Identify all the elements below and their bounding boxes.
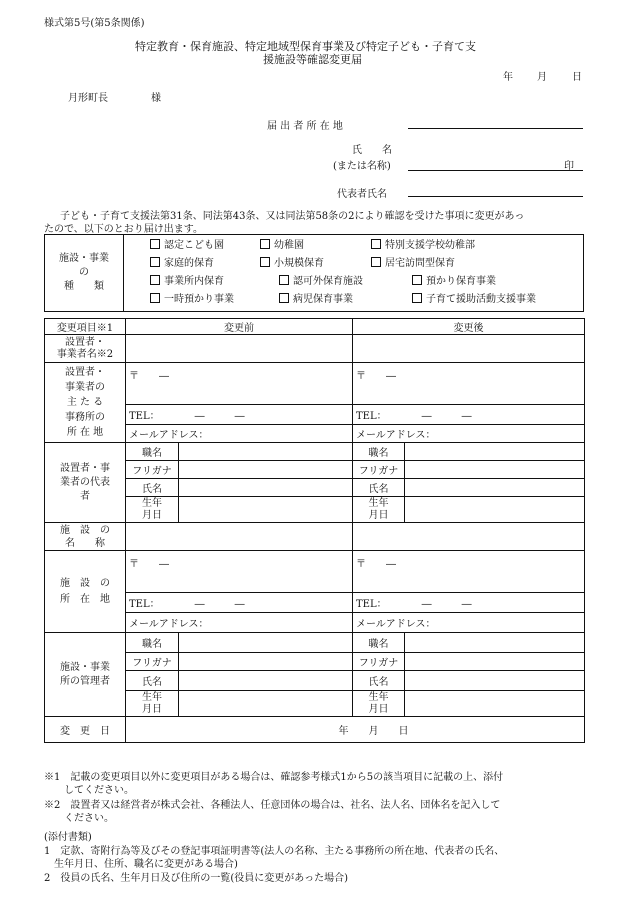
rep-furigana-label-after: フリガナ [353,461,405,479]
rep-furigana-after[interactable] [405,461,585,479]
facility-type-options [124,235,584,312]
mgr-post-before[interactable] [179,633,353,653]
applicant-name-label-sub: (または名称) [333,161,391,172]
option-tokubetsu[interactable]: 特別支援学校幼稚部 [371,237,475,255]
option-azukari[interactable]: 預かり保育事業 [412,273,496,291]
checkbox-icon[interactable] [279,275,289,285]
office-postal-before[interactable]: 〒 ― [126,363,353,405]
facility-type-label: 施設・事業 の 種 類 [45,235,124,312]
change-date-value[interactable]: 年 月 日 [126,717,585,743]
rep-post-label-before: 職名 [126,443,179,461]
rep-furigana-label-before: フリガナ [126,461,179,479]
representative-section-label: 設置者・事 業者の代表 者 [45,443,126,523]
mgr-furigana-after[interactable] [405,653,585,671]
option-youchien[interactable]: 幼稚園 [260,237,304,255]
option-shokibo[interactable]: 小規模保育 [260,255,324,273]
rep-post-before[interactable] [179,443,353,461]
office-mail-before[interactable]: メールアドレス： [126,425,353,443]
facility-mail-before[interactable]: メールアドレス： [126,613,353,633]
option-enjo[interactable]: 子育て援助活動支援事業 [412,291,536,309]
mgr-name-label-after: 氏名 [353,671,405,691]
note-1-line1: ※1 記載の変更項目以外に変更項目がある場合は、確認参考様式1から5の該当項目に記載の上、添付 [44,772,504,783]
rep-name-label-before: 氏名 [126,479,179,497]
mgr-post-label-before: 職名 [126,633,179,653]
mgr-name-before[interactable] [179,671,353,691]
option-kateiteki[interactable]: 家庭的保育 [150,255,214,273]
rep-birth-label-after: 生年 月日 [353,497,405,523]
applicant-name-label: 氏 名 [352,145,392,156]
mgr-birth-before[interactable] [179,691,353,717]
setter-name-label: 設置者・ 事業者名※2 [45,335,126,363]
addressee-honorific: 様 [151,93,161,104]
mgr-furigana-label-after: フリガナ [353,653,405,671]
form-number: 様式第5号(第5条関係) [44,18,145,29]
date-year: 年 [503,72,513,83]
option-jigyoshonai[interactable]: 事業所内保育 [150,273,224,291]
checkbox-icon[interactable] [150,275,160,285]
checkbox-icon[interactable] [371,239,381,249]
note-1-line2: してください。 [44,785,134,796]
office-tel-before[interactable]: TEL： ― ― [126,405,353,425]
applicant-address-line[interactable] [408,128,583,129]
rep-birth-label-before: 生年 月日 [126,497,179,523]
rep-furigana-before[interactable] [179,461,353,479]
mgr-birth-label-before: 生年 月日 [126,691,179,717]
intro-text-line1: 子ども・子育て支援法第31条、同法第43条、又は同法第58条の2により確認を受けた事項に変更があっ [60,211,525,222]
facility-name-before[interactable] [126,523,353,551]
header-before: 変更前 [126,319,353,335]
facility-name-label: 施 設 の 名 称 [45,523,126,551]
note-2-line2: ください。 [44,813,114,824]
form-title-line1: 特定教育・保育施設、特定地域型保育事業及び特定子ども・子育て支 [135,40,476,53]
checkbox-icon[interactable] [279,293,289,303]
change-date-label: 変 更 日 [45,717,126,743]
facility-tel-before[interactable]: TEL： ― ― [126,593,353,613]
seal-mark: 印 [564,161,574,172]
office-tel-after[interactable]: TEL： ― ― [353,405,585,425]
date-day: 日 [572,72,582,83]
mgr-post-label-after: 職名 [353,633,405,653]
setter-name-before[interactable] [126,335,353,363]
option-kyotaku[interactable]: 居宅訪問型保育 [371,255,455,273]
mgr-name-after[interactable] [405,671,585,691]
mgr-name-label-before: 氏名 [126,671,179,691]
attachment-1-line2: 生年月日、住所、職名に変更がある場合) [44,859,238,870]
form-title-line2: 援施設等確認変更届 [263,53,362,66]
checkbox-icon[interactable] [260,257,270,267]
office-mail-after[interactable]: メールアドレス： [353,425,585,443]
attachment-1-line1: 1 定款、寄附行為等及びその登記事項証明書等(法人の名称、主たる事務所の所在地、代表者の氏名、 [44,846,505,857]
facility-postal-before[interactable]: 〒 ― [126,551,353,593]
checkbox-icon[interactable] [412,293,422,303]
date-month: 月 [537,72,547,83]
facility-type-table [44,234,584,312]
mgr-birth-label-after: 生年 月日 [353,691,405,717]
change-items-table [44,318,585,743]
intro-text-line2: たので、以下のとおり届け出ます。 [44,224,203,235]
representative-label: 代表者氏名 [337,189,387,200]
checkbox-icon[interactable] [150,257,160,267]
attachments-heading: (添付書類) [44,832,92,843]
setter-name-after[interactable] [353,335,585,363]
representative-line[interactable] [408,196,583,197]
checkbox-icon[interactable] [412,275,422,285]
note-2-line1: ※2 設置者又は経営者が株式会社、各種法人、任意団体の場合は、社名、法人名、団体名を記入して [44,800,501,811]
checkbox-icon[interactable] [150,293,160,303]
facility-tel-after[interactable]: TEL： ― ― [353,593,585,613]
applicant-address-label: 届 出 者 所 在 地 [267,121,343,132]
office-address-label: 設置者・ 事業者の 主 た る 事務所の 所 在 地 [45,363,126,443]
facility-mail-after[interactable]: メールアドレス： [353,613,585,633]
option-ninkagai[interactable]: 認可外保育施設 [279,273,363,291]
rep-name-label-after: 氏名 [353,479,405,497]
attachment-2: 2 役員の氏名、生年月日及び住所の一覧(役員に変更があった場合) [44,873,349,884]
facility-address-label: 施 設 の 所 在 地 [45,551,126,633]
rep-post-after[interactable] [405,443,585,461]
checkbox-icon[interactable] [150,239,160,249]
mgr-birth-after[interactable] [405,691,585,717]
facility-name-after[interactable] [353,523,585,551]
rep-birth-after[interactable] [405,497,585,523]
option-ichiji[interactable]: 一時預かり事業 [150,291,234,309]
option-byoji[interactable]: 病児保育事業 [279,291,353,309]
applicant-name-line[interactable] [408,170,583,171]
rep-birth-before[interactable] [179,497,353,523]
header-item: 変更項目※1 [45,319,126,335]
checkbox-icon[interactable] [260,239,270,249]
office-postal-after[interactable]: 〒 ― [353,363,585,405]
mgr-post-after[interactable] [405,633,585,653]
addressee: 月形町長 [68,93,108,104]
option-kodomoen[interactable]: 認定こども園 [150,237,224,255]
mgr-furigana-before[interactable] [179,653,353,671]
rep-name-after[interactable] [405,479,585,497]
header-after: 変更後 [353,319,585,335]
checkbox-icon[interactable] [371,257,381,267]
facility-postal-after[interactable]: 〒 ― [353,551,585,593]
mgr-furigana-label-before: フリガナ [126,653,179,671]
rep-post-label-after: 職名 [353,443,405,461]
manager-section-label: 施設・事業 所の管理者 [45,633,126,717]
rep-name-before[interactable] [179,479,353,497]
